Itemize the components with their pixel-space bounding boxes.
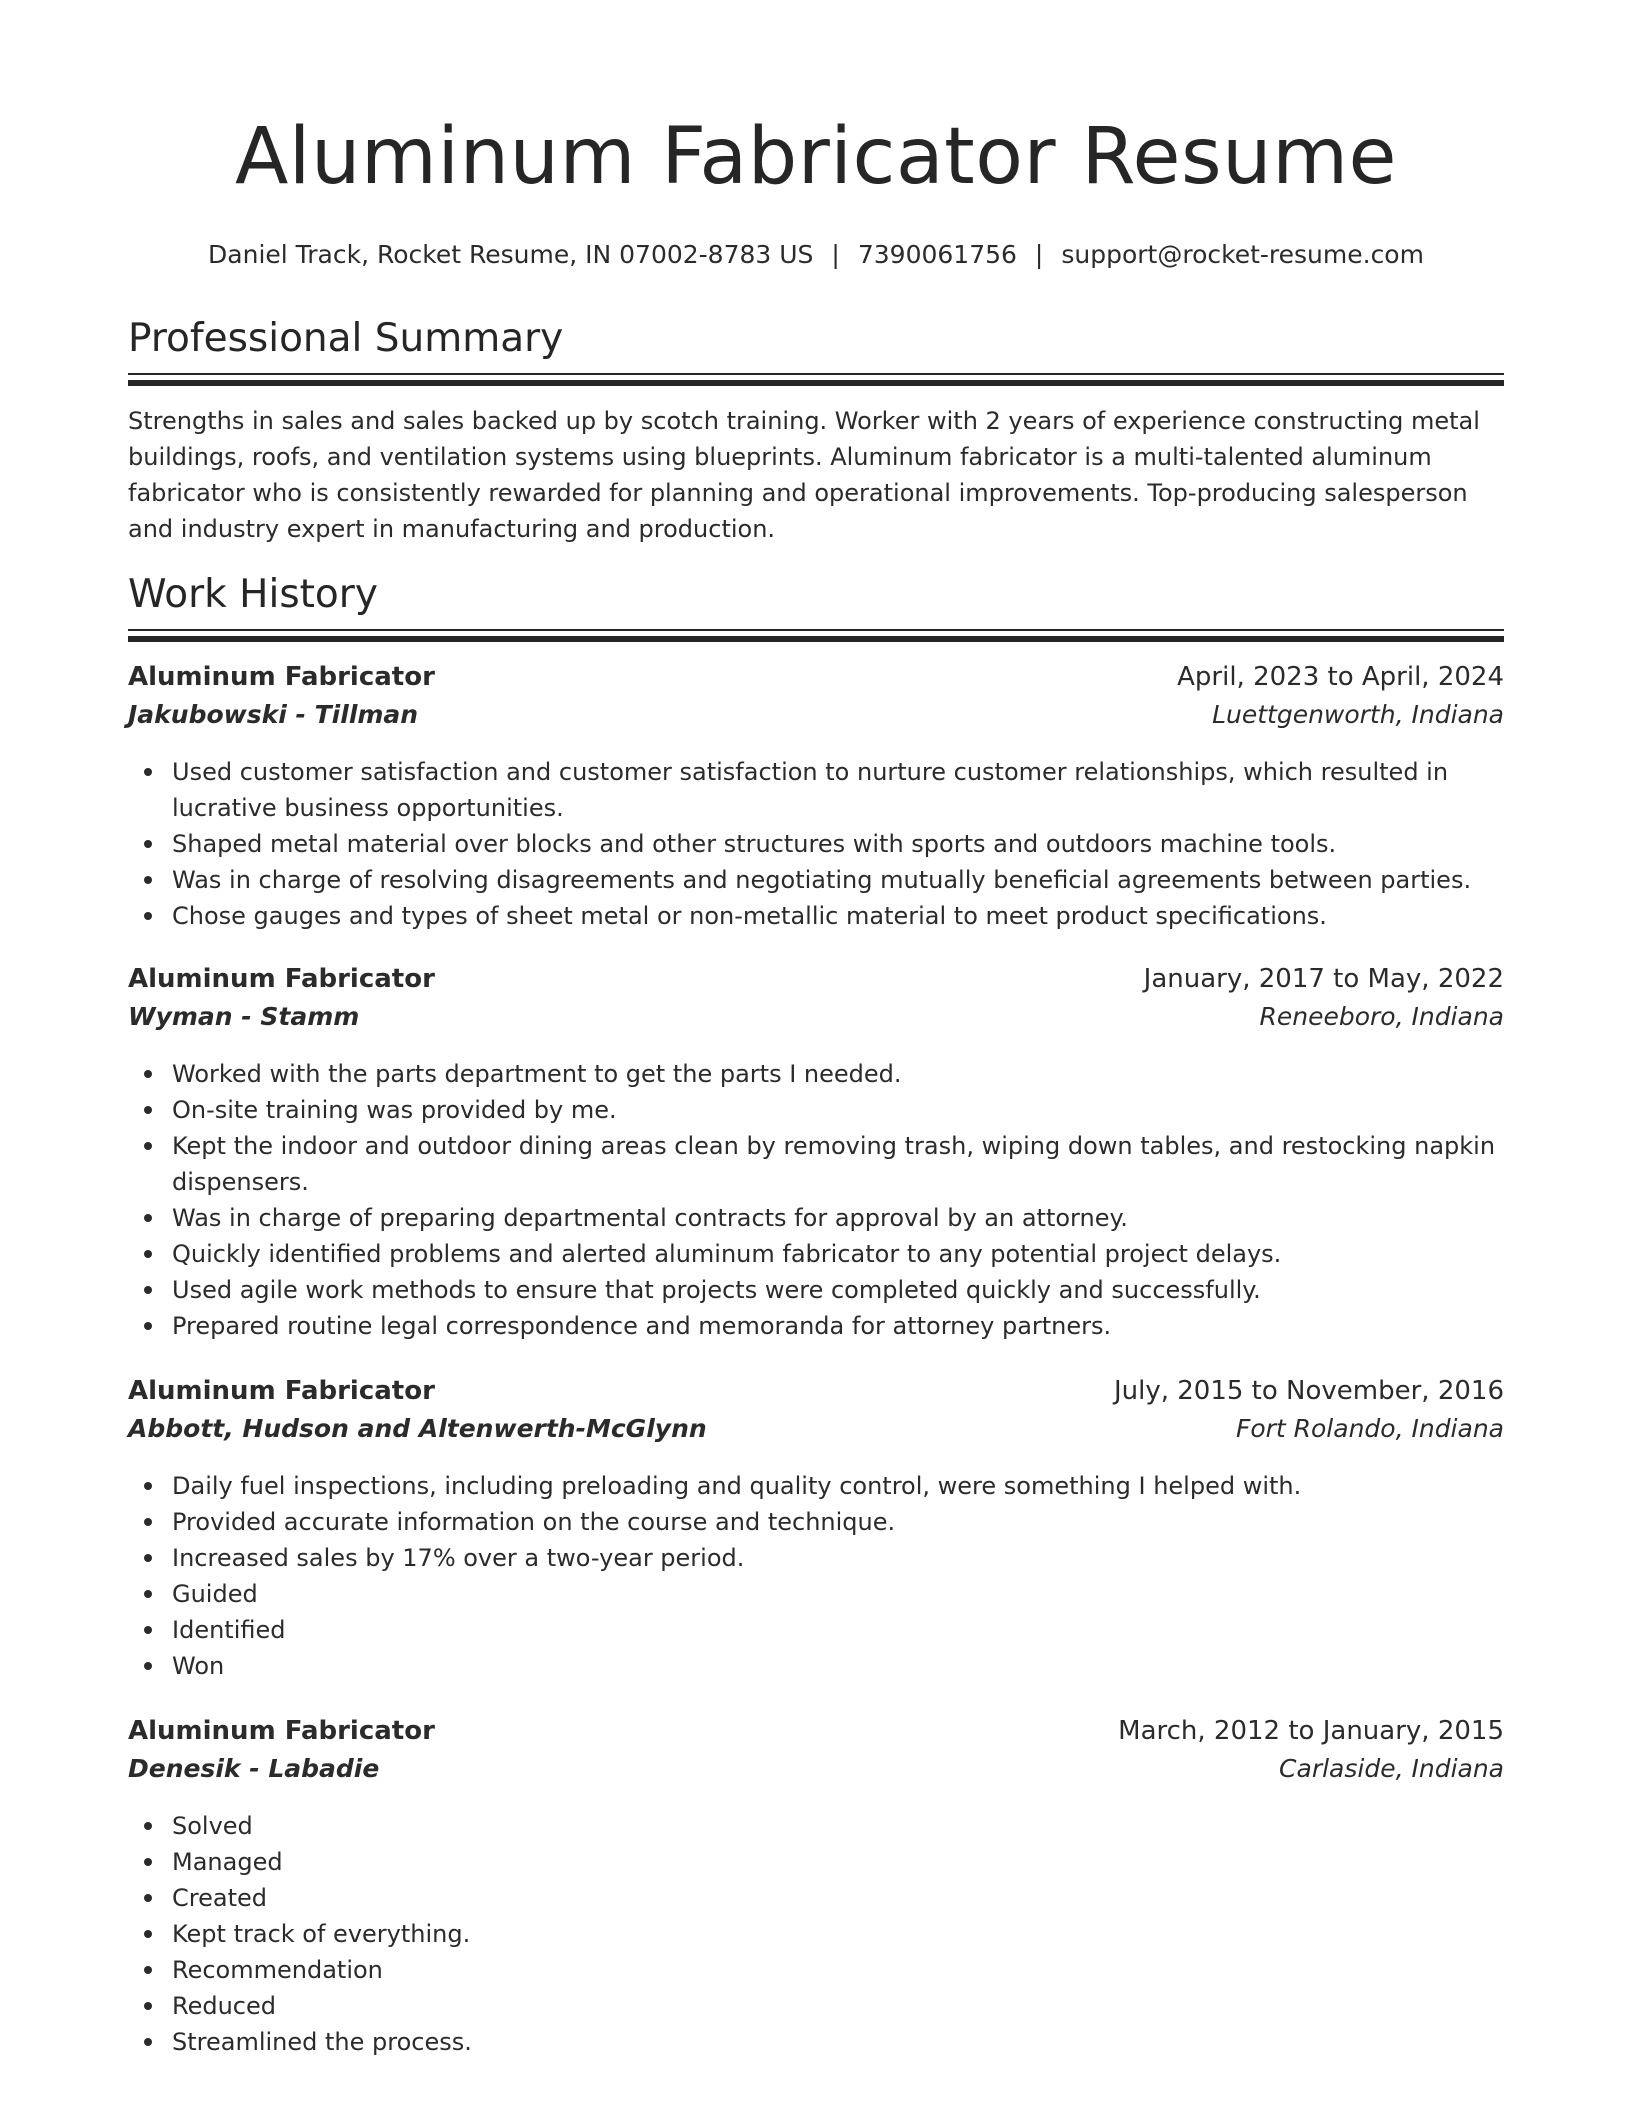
section-heading: Professional Summary: [128, 316, 564, 361]
list-item: Kept the indoor and outdoor dining areas clean by removing trash, wiping down tables, and restocking napkin dispensers.: [128, 1128, 1504, 1200]
job-location: Carlaside, Indiana: [1279, 1754, 1504, 1783]
job-title: Aluminum Fabricator: [128, 662, 435, 692]
company-name: Jakubowski - Tillman: [128, 700, 419, 729]
company-name: Denesik - Labadie: [128, 1754, 380, 1783]
list-item: Provided accurate information on the course and technique.: [128, 1504, 1504, 1540]
list-item: Quickly identified problems and alerted aluminum fabricator to any potential project delays.: [128, 1236, 1504, 1272]
job-bullets: [128, 1468, 1504, 1684]
list-item: Shaped metal material over blocks and other structures with sports and outdoors machine tools.: [128, 826, 1504, 862]
job-location: Fort Rolando, Indiana: [1235, 1414, 1504, 1443]
list-item: Daily fuel inspections, including preloading and quality control, were something I helped with.: [128, 1468, 1504, 1504]
list-item: Recommendation: [128, 1952, 1504, 1988]
job-dates: January, 2017 to May, 2022: [1143, 964, 1504, 994]
list-item: Was in charge of preparing departmental contracts for approval by an attorney.: [128, 1200, 1504, 1236]
company-name: Abbott, Hudson and Altenwerth-McGlynn: [128, 1414, 707, 1443]
job-dates: April, 2023 to April, 2024: [1177, 662, 1504, 692]
job-entry: [128, 1716, 1504, 2060]
company-name: Wyman - Stamm: [128, 1002, 360, 1031]
section-heading: Work History: [128, 572, 378, 617]
list-item: On-site training was provided by me.: [128, 1092, 1504, 1128]
contact-separator: |: [831, 240, 840, 269]
list-item: Used agile work methods to ensure that projects were completed quickly and successfully.: [128, 1272, 1504, 1308]
list-item: Won: [128, 1648, 1504, 1684]
list-item: Reduced: [128, 1988, 1504, 2024]
job-dates: March, 2012 to January, 2015: [1118, 1716, 1504, 1746]
list-item: Managed: [128, 1844, 1504, 1880]
list-item: Created: [128, 1880, 1504, 1916]
resume-title: Aluminum Fabricator Resume: [234, 112, 1398, 202]
job-bullets: [128, 1056, 1504, 1344]
list-item: Worked with the parts department to get the parts I needed.: [128, 1056, 1504, 1092]
job-title: Aluminum Fabricator: [128, 964, 435, 994]
list-item: Was in charge of resolving disagreements and negotiating mutually beneficial agreements between parties.: [128, 862, 1504, 898]
contact-line: [128, 240, 1504, 270]
summary-text: Strengths in sales and sales backed up by scotch training. Worker with 2 years of experience constructing metal buildings, roofs, and ventilation systems using blueprints. Aluminum fabricator is a multi-talented aluminum fabricator who is consistently rewarded for planning and operational improvements. Top-producing salesperson and industry expert in manufacturing and production.: [128, 406, 1480, 543]
professional-summary-section: [128, 318, 1504, 547]
job-location: Luettgenworth, Indiana: [1212, 700, 1504, 729]
job-bullets: [128, 754, 1504, 934]
contact-email: support@rocket-resume.com: [1061, 240, 1424, 269]
contact-phone: 7390061756: [857, 240, 1017, 269]
job-bullets: [128, 1808, 1504, 2060]
list-item: Solved: [128, 1808, 1504, 1844]
job-location: Reneeboro, Indiana: [1259, 1002, 1504, 1031]
contact-separator: |: [1034, 240, 1044, 269]
job-title: Aluminum Fabricator: [128, 1716, 435, 1746]
list-item: Streamlined the process.: [128, 2024, 1504, 2060]
job-entry: [128, 662, 1504, 934]
job-dates: July, 2015 to November, 2016: [1113, 1376, 1504, 1406]
job-entry: [128, 964, 1504, 1344]
list-item: Used customer satisfaction and customer satisfaction to nurture customer relationships, which resulted in lucrative business opportunities.: [128, 754, 1504, 826]
job-title: Aluminum Fabricator: [128, 1376, 435, 1406]
job-entry: [128, 1376, 1504, 1684]
list-item: Kept track of everything.: [128, 1916, 1504, 1952]
section-divider: [128, 373, 1504, 387]
list-item: Increased sales by 17% over a two-year period.: [128, 1540, 1504, 1576]
list-item: Guided: [128, 1576, 1504, 1612]
section-divider: [128, 629, 1504, 643]
work-history-section: [128, 574, 1504, 643]
list-item: Chose gauges and types of sheet metal or non-metallic material to meet product specifications.: [128, 898, 1504, 934]
list-item: Prepared routine legal correspondence and memoranda for attorney partners.: [128, 1308, 1504, 1344]
contact-name-address: Daniel Track, Rocket Resume, IN 07002-8783 US: [208, 240, 814, 269]
list-item: Identified: [128, 1612, 1504, 1648]
